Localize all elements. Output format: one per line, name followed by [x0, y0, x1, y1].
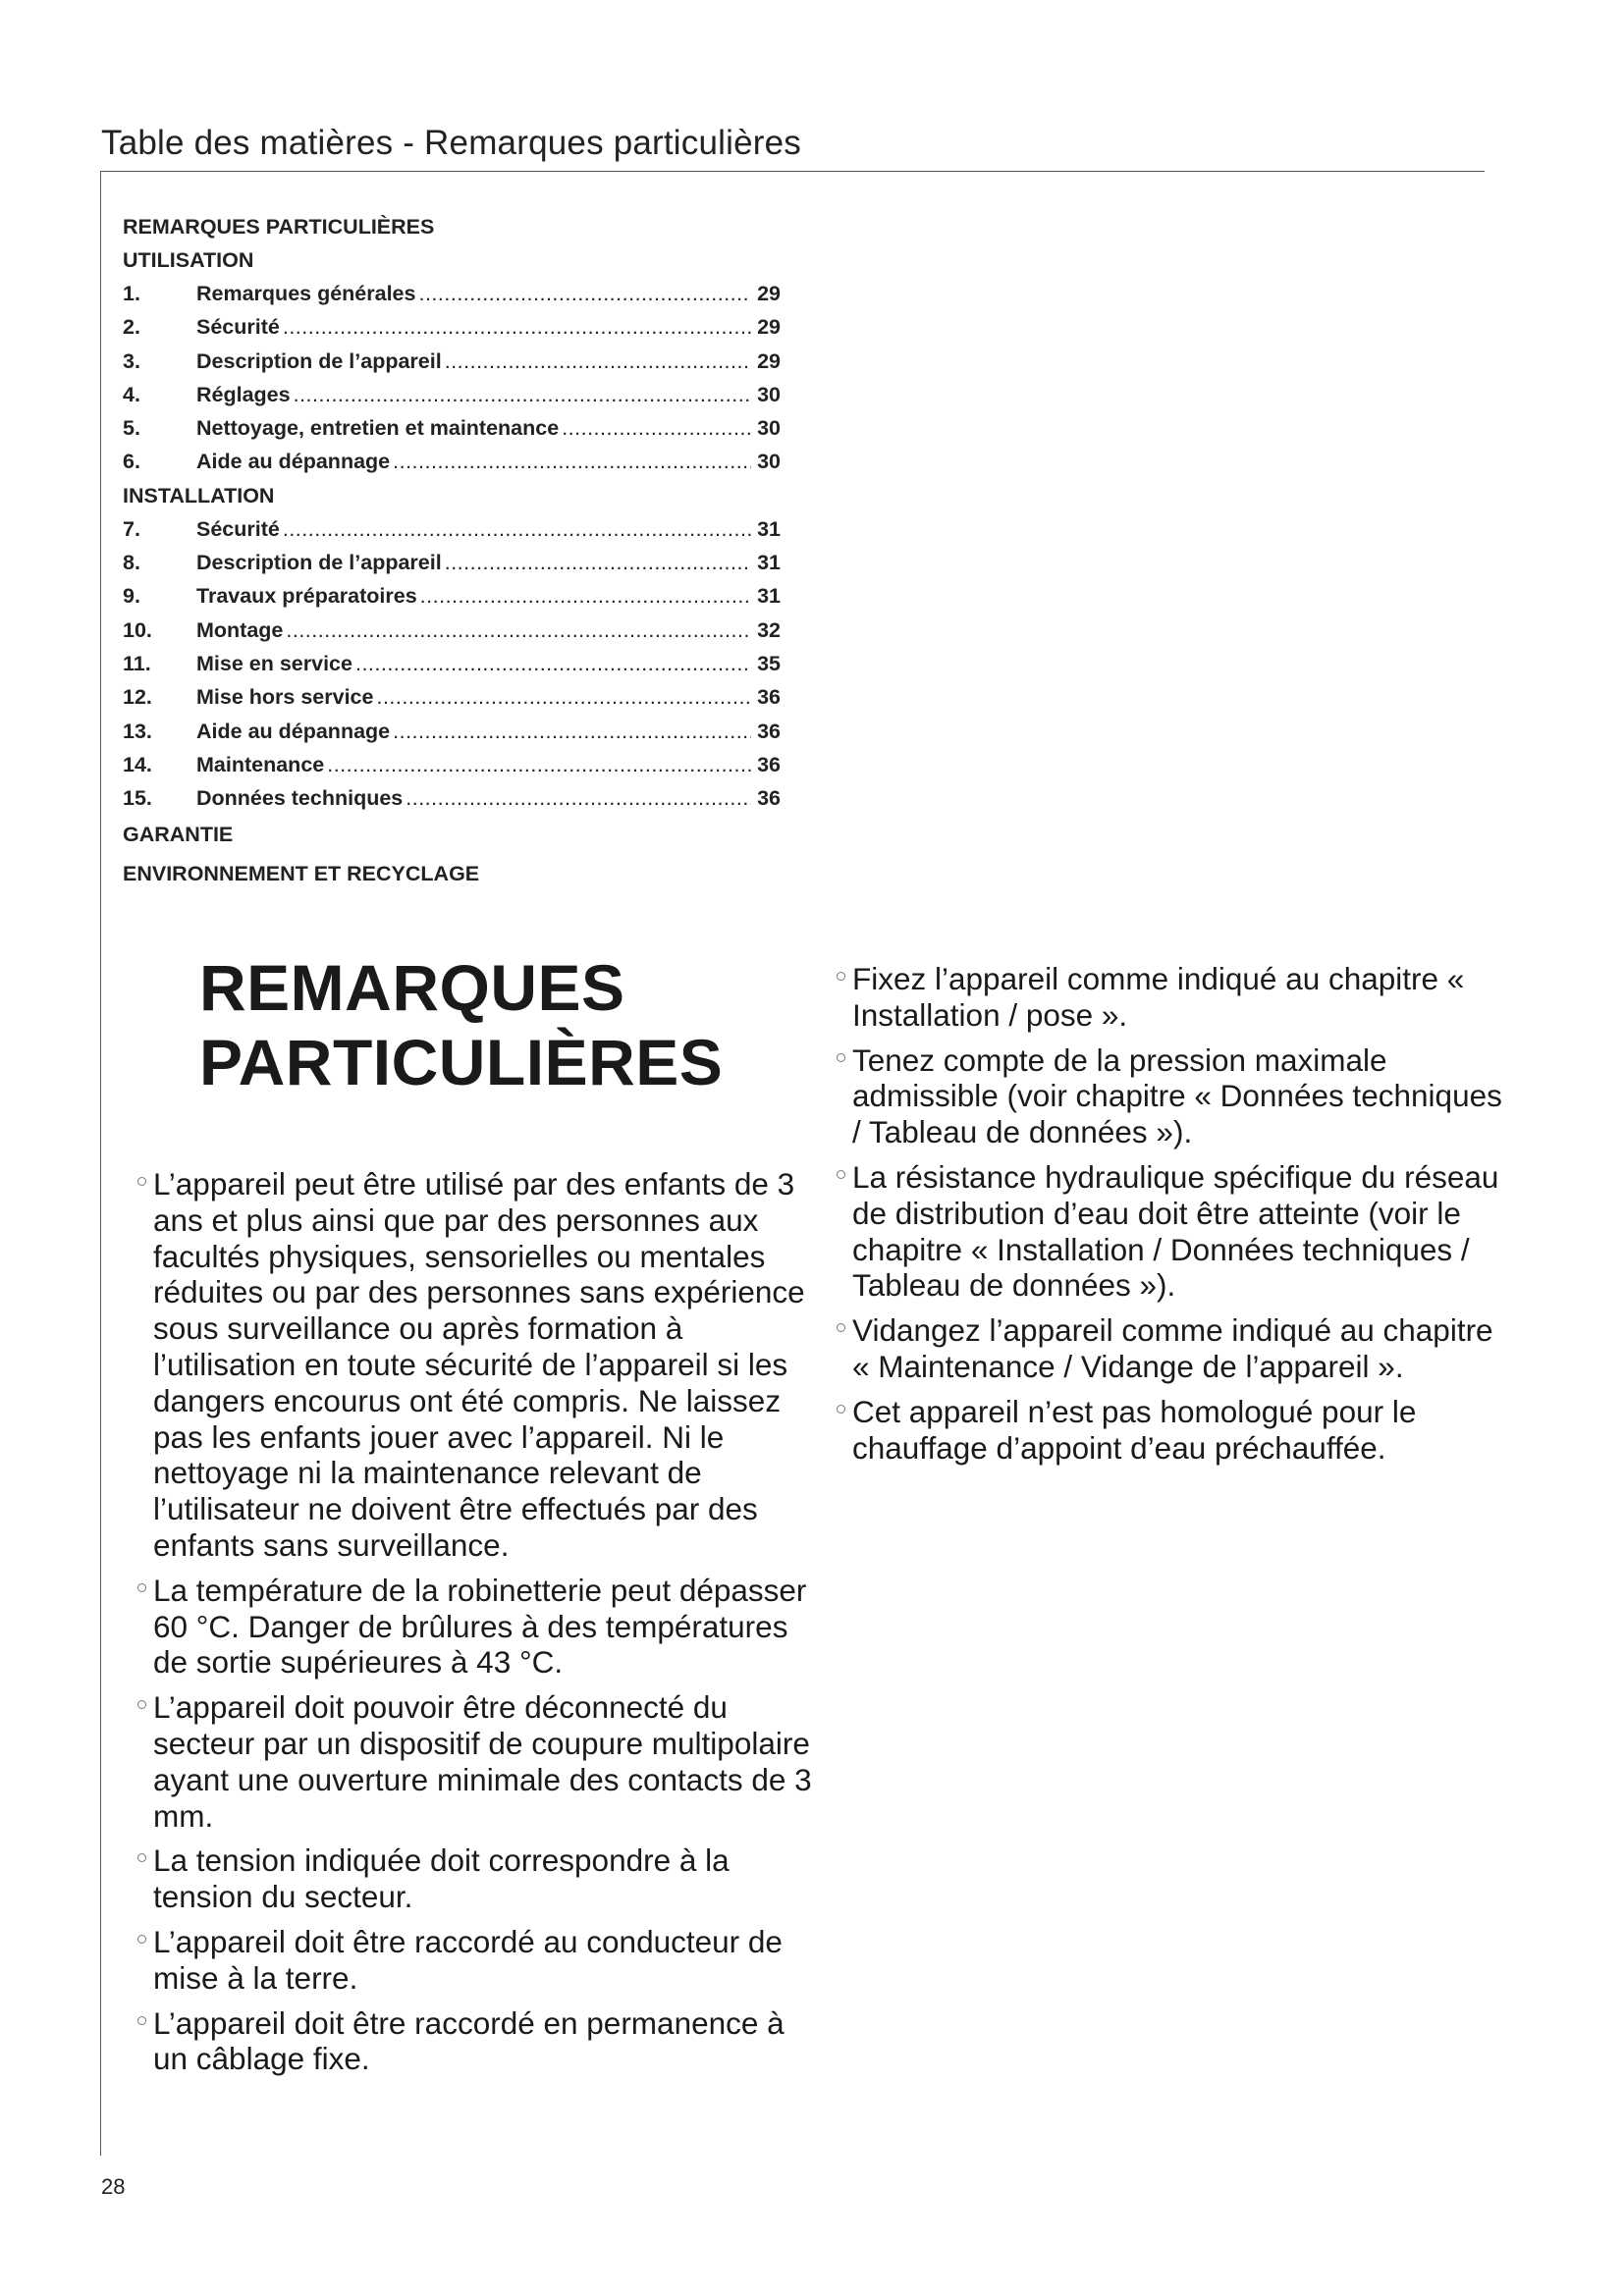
toc-list-utilisation	[123, 277, 781, 479]
bullet-circle-icon	[137, 2016, 146, 2025]
bullet-item	[137, 2005, 825, 2078]
page-header-title: Table des matières - Remarques particulières	[101, 124, 801, 162]
bullet-item	[137, 1166, 825, 1564]
toc-entry-number: 9.	[123, 584, 140, 609]
toc-entry[interactable]	[123, 345, 781, 378]
bullet-item	[837, 1042, 1504, 1150]
bullet-text: Cet appareil n’est pas homologué pour le chauffage d’appoint d’eau préchauffée.	[852, 1393, 1417, 1466]
toc-leader-dots	[355, 647, 751, 680]
toc-entry[interactable]	[123, 310, 781, 344]
bullet-text: L’appareil doit être raccordé au conducteur de mise à la terre.	[153, 1923, 783, 1996]
section-title	[199, 950, 723, 1099]
toc-leader-dots	[420, 579, 751, 613]
toc-entry-label: Mise hors service	[196, 685, 374, 710]
bullet-item	[837, 1312, 1504, 1385]
bullet-item	[837, 1159, 1504, 1304]
toc-entry-number: 15.	[123, 786, 152, 811]
bullet-circle-icon	[137, 1177, 146, 1186]
toc-entry[interactable]	[123, 411, 781, 445]
toc-leader-dots	[286, 614, 751, 647]
bullet-circle-icon	[837, 1323, 845, 1332]
bullet-text: Vidangez l’appareil comme indiqué au chapitre « Maintenance / Vidange de l’appareil ».	[852, 1312, 1493, 1384]
left-margin-rule	[100, 171, 101, 2156]
toc-leader-dots	[445, 345, 751, 378]
toc-heading-installation[interactable]: INSTALLATION	[123, 483, 275, 507]
toc-entry-page: 31	[757, 551, 781, 575]
toc-heading-environnement[interactable]: ENVIRONNEMENT ET RECYCLAGE	[123, 862, 480, 886]
toc-entry-number: 1.	[123, 282, 140, 305]
toc-leader-dots	[393, 715, 751, 748]
toc-entry[interactable]	[123, 614, 781, 647]
toc-entry[interactable]	[123, 378, 781, 411]
toc-entry-label: Données techniques	[196, 786, 404, 811]
toc-list-installation	[123, 512, 781, 816]
toc-entry-label: Travaux préparatoires	[196, 584, 417, 609]
toc-leader-dots	[445, 546, 751, 579]
bullet-circle-icon	[837, 1405, 845, 1414]
toc-entry[interactable]	[123, 680, 781, 714]
toc-entry-page: 30	[757, 450, 781, 474]
toc-leader-dots	[283, 310, 751, 344]
toc-entry[interactable]	[123, 748, 781, 781]
section-title-line2: PARTICULIÈRES	[199, 1026, 724, 1098]
bullet-item	[137, 1924, 825, 1997]
bullet-circle-icon	[137, 1700, 146, 1709]
bullet-text: L’appareil doit être raccordé en permanence à un câblage fixe.	[153, 2004, 785, 2077]
toc-entry-page: 32	[757, 617, 781, 642]
toc-heading-garantie[interactable]: GARANTIE	[123, 823, 234, 847]
bullet-text: La tension indiquée doit correspondre à la tension du secteur.	[153, 1842, 730, 1915]
bullet-item	[837, 1394, 1504, 1467]
toc-entry-page: 30	[757, 382, 781, 406]
toc-entry[interactable]	[123, 277, 781, 310]
table-of-contents	[123, 210, 810, 893]
toc-entry-number: 10.	[123, 617, 152, 642]
bullet-circle-icon	[837, 972, 845, 981]
bullet-item	[137, 1689, 825, 1834]
toc-entry[interactable]	[123, 512, 781, 546]
bullet-text: La résistance hydraulique spécifique du réseau de distribution d’eau doit être atteinte (voir le chapitre « Installation / Données techniques / Tableau de données »).	[852, 1158, 1499, 1304]
toc-entry-label: Montage	[196, 617, 284, 642]
toc-entry-page: 36	[757, 786, 781, 811]
toc-entry-label: Sécurité	[196, 315, 280, 340]
toc-entry-number: 8.	[123, 551, 140, 575]
bullet-text: L’appareil peut être utilisé par des enfants de 3 ans et plus ainsi que par des personnes aux facultés physiques, sensorielles ou mentales réduites ou par des personnes sans expérience sous surveillance ou après formation à l’utilisation en toute sécurité de l’appareil si les dangers encourus ont été compris. Ne laissez pas les enfants jouer avec l’appareil. Ni le nettoyage ni la maintenance relevant de l’utilisateur ne doivent être effectués par des enfants sans surveillance.	[153, 1166, 805, 1563]
toc-entry[interactable]	[123, 647, 781, 680]
header-divider	[101, 171, 1485, 172]
toc-heading-remarques[interactable]: REMARQUES PARTICULIÈRES	[123, 215, 435, 239]
bullet-item	[137, 1842, 825, 1915]
toc-entry-page: 31	[757, 516, 781, 541]
bullet-text: La température de la robinetterie peut dépasser 60 °C. Danger de brûlures à des températures de sortie supérieures à 43 °C.	[153, 1572, 807, 1681]
toc-entry-label: Remarques générales	[196, 282, 416, 305]
bullet-text: L’appareil doit pouvoir être déconnecté du secteur par un dispositif de coupure multipolaire ayant une ouverture minimale des contacts de 3 mm.	[153, 1689, 812, 1834]
toc-entry-label: Aide au dépannage	[196, 719, 391, 743]
toc-entry-number: 2.	[123, 315, 140, 340]
toc-entry-page: 31	[757, 584, 781, 609]
toc-entry-number: 12.	[123, 685, 152, 710]
page-number: 28	[101, 2174, 126, 2199]
bullet-circle-icon	[837, 1170, 845, 1179]
toc-leader-dots	[376, 680, 751, 714]
toc-entry-label: Nettoyage, entretien et maintenance	[196, 416, 560, 441]
toc-leader-dots	[283, 512, 751, 546]
toc-entry[interactable]	[123, 781, 781, 815]
toc-entry-label: Description de l’appareil	[196, 348, 442, 373]
toc-entry-page: 29	[757, 315, 781, 340]
toc-entry-number: 5.	[123, 416, 140, 441]
toc-leader-dots	[562, 411, 751, 445]
toc-entry-number: 7.	[123, 516, 140, 541]
toc-entry-page: 29	[757, 348, 781, 373]
toc-entry-number: 13.	[123, 719, 152, 743]
toc-leader-dots	[327, 748, 751, 781]
toc-entry[interactable]	[123, 579, 781, 613]
left-column	[137, 1166, 825, 2086]
toc-entry-number: 14.	[123, 752, 152, 776]
section-title-line1: REMARQUES	[199, 951, 625, 1024]
toc-leader-dots	[294, 378, 751, 411]
toc-entry-page: 35	[757, 651, 781, 675]
bullet-circle-icon	[837, 1053, 845, 1062]
toc-entry-label: Sécurité	[196, 516, 280, 541]
bullet-text: Fixez l’appareil comme indiqué au chapitre « Installation / pose ».	[852, 961, 1465, 1033]
right-column	[837, 961, 1504, 1474]
bullet-circle-icon	[137, 1935, 146, 1944]
toc-leader-dots	[406, 781, 751, 815]
toc-entry-page: 36	[757, 719, 781, 743]
toc-entry-label: Description de l’appareil	[196, 551, 442, 575]
toc-leader-dots	[418, 277, 751, 310]
toc-entry-page: 30	[757, 416, 781, 441]
toc-entry[interactable]	[123, 546, 781, 579]
toc-entry-page: 29	[757, 282, 781, 305]
toc-entry-number: 11.	[123, 651, 151, 675]
toc-entry-label: Mise en service	[196, 651, 352, 675]
bullet-circle-icon	[137, 1853, 146, 1862]
toc-entry-number: 6.	[123, 450, 140, 474]
toc-entry-label: Aide au dépannage	[196, 450, 391, 474]
toc-entry-label: Réglages	[196, 382, 291, 406]
toc-entry[interactable]	[123, 715, 781, 748]
bullet-item	[137, 1573, 825, 1681]
bullet-circle-icon	[137, 1583, 146, 1592]
toc-heading-utilisation[interactable]: UTILISATION	[123, 248, 254, 272]
toc-entry-number: 3.	[123, 348, 140, 373]
toc-entry-number: 4.	[123, 382, 140, 406]
toc-leader-dots	[393, 445, 751, 478]
bullet-text: Tenez compte de la pression maximale admissible (voir chapitre « Données techniques / Tableau de données »).	[852, 1041, 1502, 1150]
toc-entry-page: 36	[757, 752, 781, 776]
toc-entry-page: 36	[757, 685, 781, 710]
toc-entry[interactable]	[123, 445, 781, 478]
toc-entry-label: Maintenance	[196, 752, 325, 776]
bullet-item	[837, 961, 1504, 1034]
